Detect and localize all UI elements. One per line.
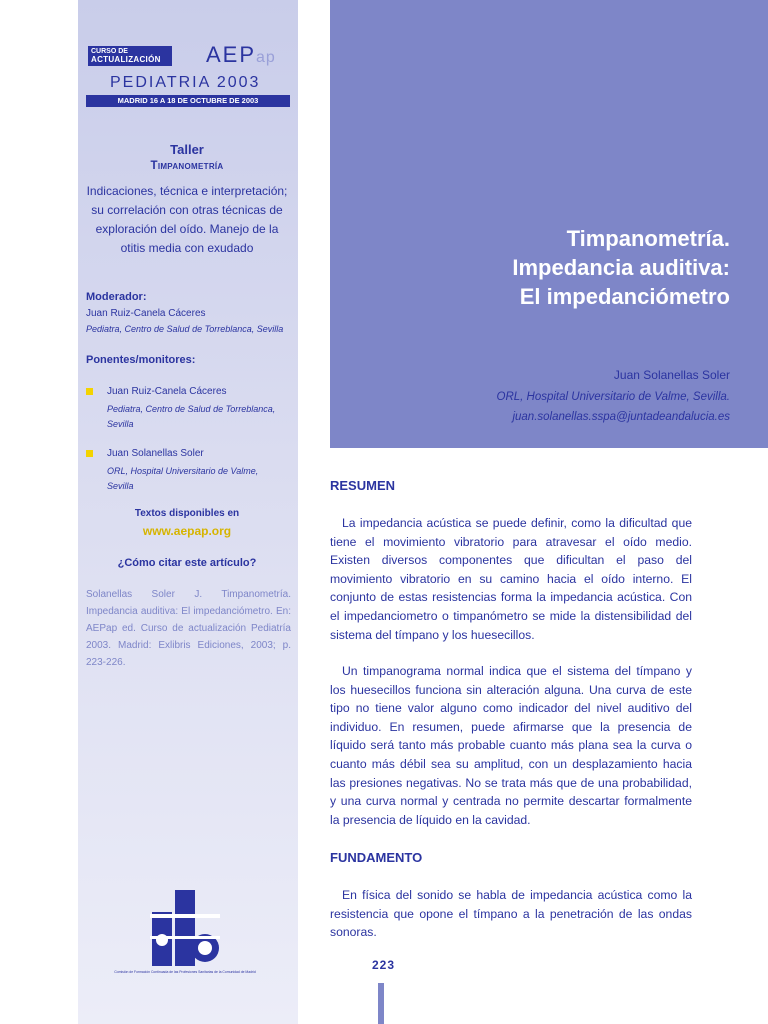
title-line: Impedancia auditiva:: [512, 255, 730, 280]
fundamento-heading: FUNDAMENTO: [330, 850, 423, 865]
resumen-paragraph-2: Un timpanograma normal indica que el sistema del tímpano y los huesecillos funciona sin alteración alguna. Una curva de este tipo no tiene valor alguno como indicador del nivel auditivo del individuo. En resumen, puede afirmarse que la presencia de líquido será tanto más probable cuanto más plana sea la curva o cuanto más débil sea su amplitud, con un desplazamiento hacia las presiones negativas. No se trata más que de una probabilidad, y una curva normal y centrada no permite descartar formalmente la presencia de líquido en la cavidad.: [330, 664, 692, 827]
brand: AEP: [206, 42, 257, 67]
citar-label: ¿Cómo citar este artículo?: [117, 557, 257, 569]
ponente-name: Juan Ruiz-Canela Cáceres: [107, 386, 227, 397]
fundamento-paragraph-1: En física del sonido se habla de impedancia acústica como la resistencia que opone el tímpano a la penetración de las ondas sonoras.: [330, 888, 692, 940]
ponentes-label: Ponentes/monitores:: [86, 354, 196, 366]
affiliation-line: ORL, Hospital Universitario de Valme, Sevilla.: [496, 391, 730, 403]
author-name: Juan Solanellas Soler: [613, 368, 730, 382]
moderador-affiliation: Pediatra, Centro de Salud de Torreblanca, Sevilla: [86, 324, 284, 334]
ponente-affiliation: Pediatra, Centro de Salud de Torreblanca, Sevilla: [107, 404, 276, 429]
website-link[interactable]: www.aepap.org: [142, 524, 232, 538]
moderador-label: Moderador:: [86, 291, 147, 303]
aepap-logo: [206, 42, 276, 68]
course-line1: CURSO DE: [91, 48, 128, 55]
bullet-square-icon: [86, 388, 93, 395]
taller-description: Indicaciones, técnica e interpretación; su correlación con otras técnicas de exploración del oído. Manejo de la otitis media con exudado: [86, 184, 288, 255]
page-number: 223: [372, 958, 396, 972]
brand-suffix: ap: [256, 49, 276, 66]
course-line2: ACTUALIZACIÓN: [91, 55, 161, 64]
resumen-paragraph-1: La impedancia acústica se puede definir, como la dificultad que tiene el movimiento vibratorio para atravesar el oído medio. Existen diversos componentes que dificultan el paso del movimiento vibratorio en su camino hacia el oído interno. El conjunto de estas resistencias forma la impedancia acústica. Con el impedanciometro o timpanómetro se mide la distensibilidad del sistema del tímpano y los huesecillos.: [330, 516, 692, 642]
author-email[interactable]: juan.solanellas.sspa@juntadeandalucia.es: [512, 411, 730, 423]
page-marker-bar: [378, 983, 384, 1024]
title-line: El impedanciómetro: [519, 284, 730, 309]
cfc-logo-icon: [114, 890, 256, 980]
author-affiliation: [497, 387, 731, 427]
bullet-square-icon: [86, 450, 93, 457]
ponente-name: Juan Solanellas Soler: [107, 448, 204, 459]
textos-label: Textos disponibles en: [134, 508, 240, 519]
course-badge: [88, 46, 172, 66]
event-dates: MADRID 16 A 18 DE OCTUBRE DE 2003: [86, 95, 290, 107]
article-title: [512, 224, 730, 311]
event-title: PEDIATRIA 2003: [110, 74, 261, 91]
resumen-heading: RESUMEN: [330, 478, 396, 493]
taller-label: Taller: [170, 142, 204, 157]
title-line: Timpanometría.: [566, 226, 730, 251]
moderador-name: Juan Ruiz-Canela Cáceres: [86, 308, 206, 319]
taller-title: Timpanometría: [150, 160, 224, 172]
ponente-affiliation: ORL, Hospital Universitario de Valme, Sevilla: [107, 466, 259, 491]
citation-text: Solanellas Soler J. Timpanometría. Impedancia auditiva: El impedanciómetro. En: AEPap ed. Curso de actualización Pediatría 2003. Madrid: Exlibris Ediciones, 2003; p. 223-226.: [86, 589, 291, 668]
logo-caption: Comisión de Formación Continuada de las Profesiones Sanitarias de la Comunidad de Madrid: [114, 970, 256, 974]
